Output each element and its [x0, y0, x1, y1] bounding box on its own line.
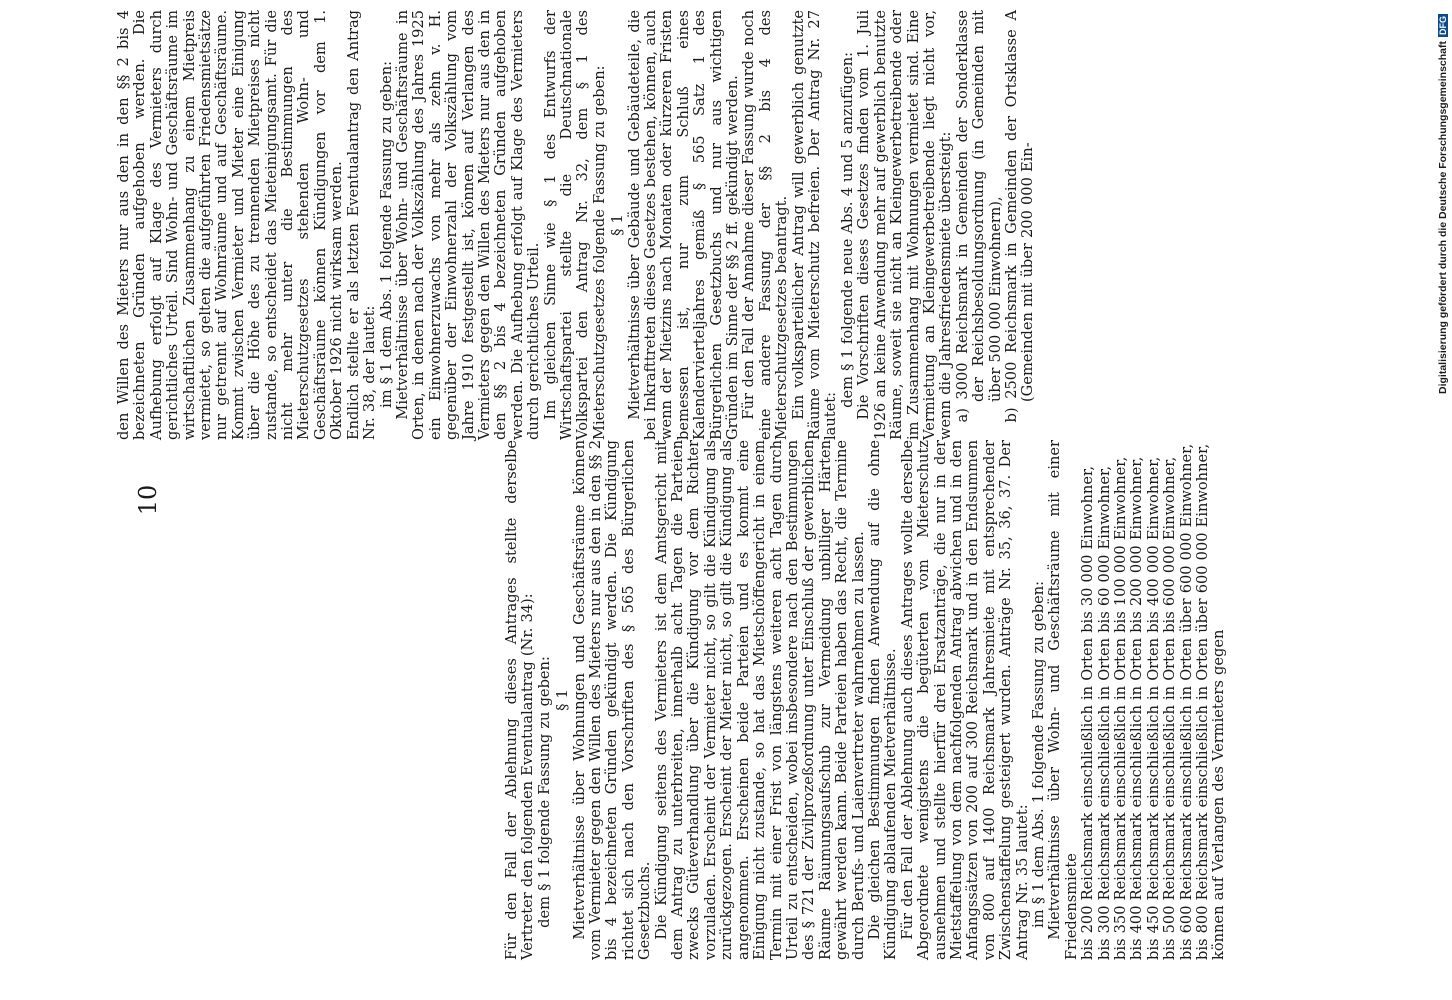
paragraph: Ein volksparteilicher Antrag will gewerblich genutzte Räume vom Mieterschutz befreien. Der Antrag Nr. 27 lautet:	[789, 10, 840, 440]
paragraph: dem § 1 folgende neue Abs. 4 und 5 anzufügen:	[838, 51, 856, 408]
paragraph: Für den Fall der Ablehnung dieses Antrages stellte derselbe Vertreter den folgenden Eventualantrag (Nr. 34):	[503, 440, 537, 960]
paragraph: im § 1 dem Abs. 1 folgende Fassung zu geben:	[1030, 580, 1047, 928]
paragraph: Mietverhältnisse über Gebäude und Gebäudeteile, die bei Inkrafttreten dieses Gesetzes bestehen, können, auch wenn der Mietzins nach Monaten oder kürzeren Fristen bemessen ist, nur zum Schluß eines Kalendervierteljahres gemäß § 565 Satz 1 des Bürgerlichen Gesetzbuchs und nur aus wichtigen Gründen im Sinne der §§ 2 ff. gekündigt werden.	[625, 10, 742, 440]
paragraph: bis 600 Reichsmark einschließlich in Orten über 600 000 Einwohner,	[1177, 443, 1195, 960]
paragraph: Die Vorschriften dieses Gesetzes finden vom 1. Juli 1926 an keine Anwendung mehr auf gewerblich benutzte Räume, soweit sie nicht an Kleingewerbetreibende oder im Zusammenhang mit Wohnungen vermietet sind. Eine Vermietung an Kleingewerbetreibende liegt nicht vor, wenn die Jahresfriedensmiete übersteigt:	[855, 10, 955, 440]
rotated-document-page	[114, 0, 1304, 1000]
paragraph: Die Kündigung seitens des Vermieters ist dem Amtsgericht mit dem Antrag zu unterbreiten, innerhalb acht Tagen die Parteien zwecks Güteverhandlung über die Kündigung vor dem Richter vorzuladen. Erscheint der Vermieter nicht, so gilt die Kündigung als zurückgezogen. Erscheint der Mieter nicht, so gilt die Kündigung als angenommen. Erscheinen beide Parteien und es kommt eine Einigung nicht zustande, so hat das Mietschöffengericht in einem Termin mit einer Frist von längstens weiteren acht Tagen durch Urteil zu entscheiden, wobei insbesondere nach den Bestimmungen des § 721 der Zivilprozeßordnung unter Einschluß der gewerblichen Räume Räumungsaufschub zur Vermeidung unbilliger Härten gewährt werden kann. Beide Parteien haben das Recht, die Termine durch Berufs- und Laienvertreter wahrnehmen zu lassen.	[652, 440, 867, 960]
paragraph: im § 1 dem Abs. 1 folgende Fassung zu geben:	[377, 60, 395, 408]
paragraph: § 1	[554, 689, 572, 711]
paragraph: bis 300 Reichsmark einschließlich in Orten bis 60 000 Einwohner,	[1095, 466, 1113, 960]
left-text-column	[503, 440, 1228, 960]
paragraph: a) 3000 Reichsmark in Gemeinden der Sonderklasse der Reichsbesoldungsordnung (in Gemeinden mit über 500 000 Einwohnern),	[953, 10, 1004, 423]
paragraph: § 1	[609, 214, 627, 236]
dfg-logo: DFG	[1438, 16, 1448, 35]
page-number: 10	[134, 484, 162, 516]
paragraph: bis 200 Reichsmark einschließlich in Orten bis 30 000 Einwohner,	[1079, 466, 1097, 960]
paragraph: bis 400 Reichsmark einschließlich in Orten bis 200 000 Einwohner,	[1128, 456, 1146, 960]
paragraph: Endlich stellte er als letzten Eventualantrag den Antrag Nr. 38, der lautet:	[344, 10, 379, 440]
paragraph: bis 800 Reichsmark einschließlich in Orten über 600 000 Einwohner,	[1194, 443, 1212, 960]
paragraph: Im gleichen Sinne wie § 1 des Entwurfs der Wirtschaftspartei stellte die Deutschnationale Volkspartei den Antrag Nr. 32, dem § 1 des Mieterschutzgesetzes folgende Fassung zu geben:	[541, 10, 608, 440]
paragraph: bis 350 Reichsmark einschließlich in Orten bis 100 000 Einwohner,	[1112, 456, 1130, 960]
paragraph: b) 2500 Reichsmark in Gemeinden der Ortsklasse A (Gemeinden mit über 200 000 Ein-	[1002, 10, 1037, 423]
paragraph: Für den Fall der Ablehnung auch dieses Antrages wollte derselbe Abgeordnete wenigstens die begüterten vom Mieterschutz ausnehmen und stellte hierfür drei Ersatzanträge, die nur in der Mietstaffelung von dem nachfolgenden Antrag abwichen und in den Anfangssätzen von 200 auf 300 Reichsmark und in den Endsummen von 800 auf 1400 Reichsmark Jahresmiete mit entsprechender Zwischenstaffelung gesteigert wurden. Anträge Nr. 35, 36, 37. Der Antrag Nr. 35 lautet:	[898, 440, 1031, 960]
paragraph: Für den Fall der Annahme dieser Fassung wurde noch eine andere Fassung der §§ 2 bis 4 des Mieterschutzgesetzes beantragt.	[740, 10, 791, 440]
digitization-credit	[1416, 0, 1449, 1000]
paragraph: Die gleichen Bestimmungen finden Anwendung auf die ohne Kündigung ablaufenden Mietverhältnisse.	[865, 440, 900, 960]
paragraph: Mietverhältnisse über Wohn- und Geschäftsräume mit einer Friedensmiete	[1046, 440, 1080, 960]
paragraph: bis 450 Reichsmark einschließlich in Orten bis 400 000 Einwohner,	[1144, 456, 1162, 960]
paragraph: Mietverhältnisse über Wohnungen und Geschäftsräume können vom Vermieter gegen den Willen des Mieters nur aus den in den §§ 2 bis 4 bezeichneten Gründen gekündigt werden. Die Kündigung richtet sich nach den Vorschriften des § 565 des Bürgerlichen Gesetzbuchs.	[570, 440, 654, 960]
digitization-credit-text: Digitalisierung gefördert durch die Deutsche Forschungsgemeinschaft	[1437, 41, 1449, 394]
paragraph: Mietverhältnisse über Wohn- und Geschäftsräume in Orten, in denen nach der Volkszählung des Jahres 1925 ein Einwohnerzuwachs von mehr als zehn v. H. gegenüber der Einwohnerzahl der Volkszählung vom Jahre 1910 festgestellt ist, können auf Verlangen des Vermieters gegen den Willen des Mieters nur aus den in den §§ 2 bis 4 bezeichneten Gründen aufgehoben werden. Die Aufhebung erfolgt auf Klage des Vermieters durch gerichtliches Urteil.	[393, 10, 543, 440]
paragraph: dem § 1 folgende Fassung zu geben:	[535, 656, 553, 928]
paragraph: bis 500 Reichsmark einschließlich in Orten bis 600 000 Einwohner,	[1161, 456, 1179, 960]
paragraph: können auf Verlangen des Vermieters gegen	[1210, 629, 1228, 960]
paragraph: den Willen des Mieters nur aus den in den §§ 2 bis 4 bezeichneten Gründen aufgehoben werden. Die Aufhebung erfolgt auf Klage des Vermieters durch gerichtliches Urteil. Sind Wohn- und Geschäftsräume im wirtschaftlichen Zusammenhang zu einem Mietpreis vermietet, so gelten die aufgeführten Friedensmietsätze nur getrennt auf Wohnräume und auf Geschäftsräume. Kommt zwischen Vermieter und Mieter eine Einigung über die Höhe des zu trennenden Mietpreises nicht zustande, so entscheidet das Mieteinigungsamt. Für die nicht mehr unter die Bestimmungen des Mieterschutzgesetzes stehenden Wohn- und Geschäftsräume können Kündigungen vor dem 1. Oktober 1926 nicht wirksam werden.	[115, 10, 346, 440]
right-text-column	[116, 10, 1296, 440]
